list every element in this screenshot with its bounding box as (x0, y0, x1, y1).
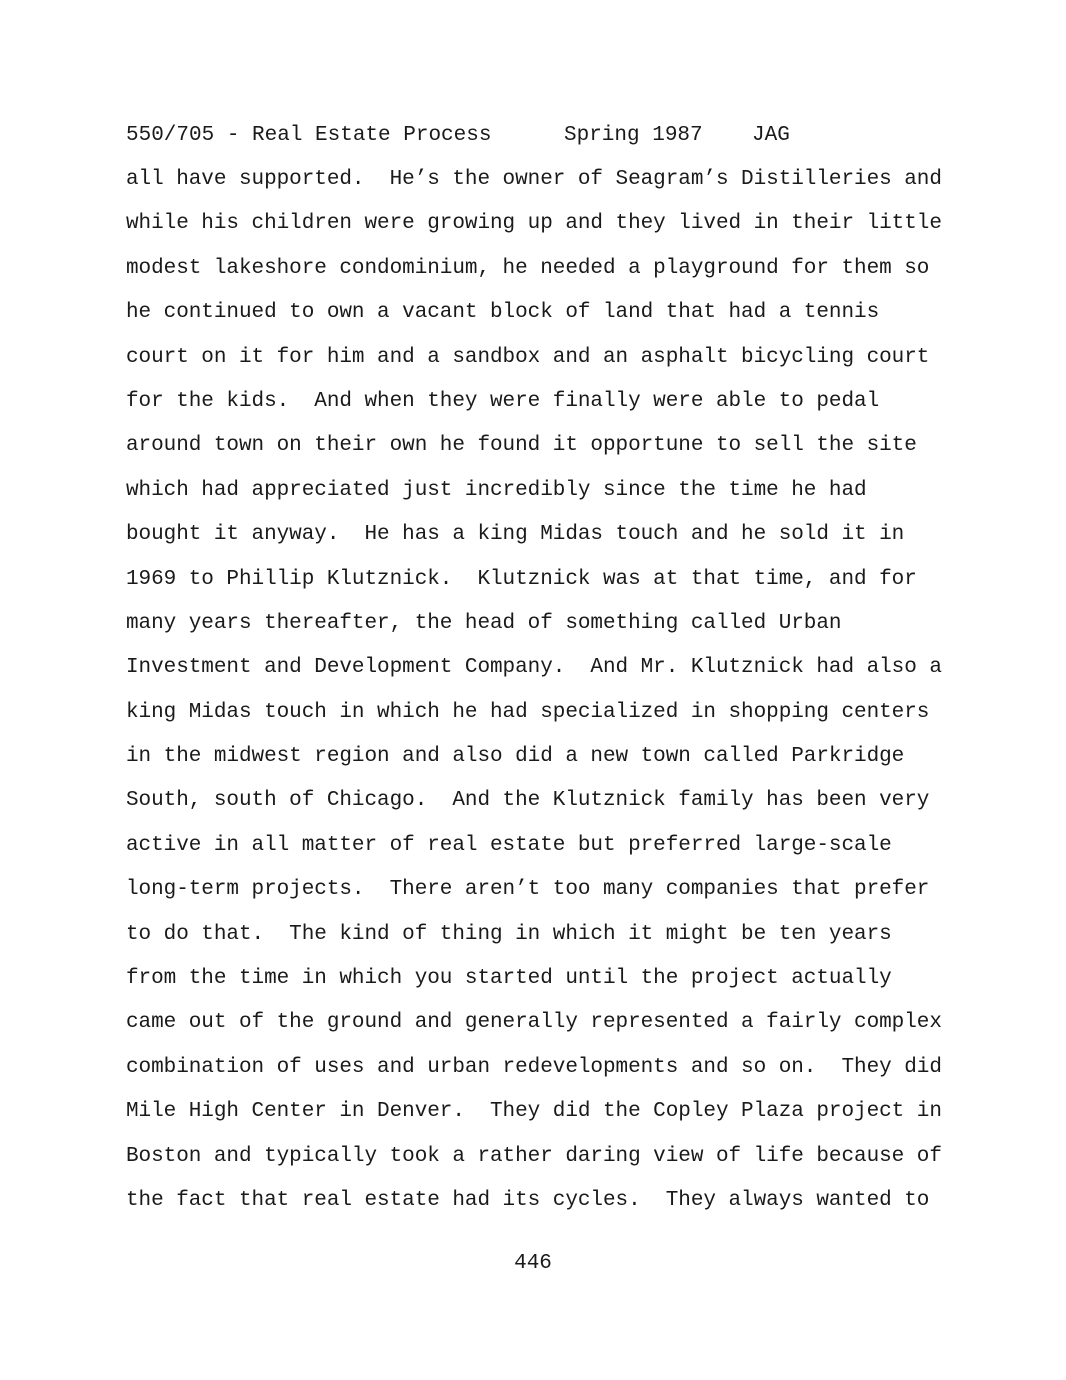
text-line: Boston and typically took a rather daring view of life because of (126, 1144, 942, 1168)
text-line: to do that. The kind of thing in which it might be ten years (126, 922, 892, 946)
text-line: king Midas touch in which he had specialized in shopping centers (126, 700, 930, 724)
text-line: which had appreciated just incredibly since the time he had (126, 478, 867, 502)
header-term: Spring 1987 (564, 124, 703, 147)
text-line: active in all matter of real estate but preferred large-scale (126, 833, 892, 857)
text-line: bought it anyway. He has a king Midas touch and he sold it in (126, 523, 905, 547)
text-line: combination of uses and urban redevelopments and so on. They did (126, 1055, 942, 1079)
text-line: modest lakeshore condominium, he needed a playground for them so (126, 256, 930, 280)
transcript-body (126, 167, 956, 1232)
text-line: 1969 to Phillip Klutznick. Klutznick was at that time, and for (126, 567, 917, 591)
header-course: 550/705 - Real Estate Process (126, 124, 492, 147)
text-line: long-term projects. There aren’t too many companies that prefer (126, 878, 930, 902)
text-line: the fact that real estate had its cycles. They always wanted to (126, 1188, 930, 1212)
text-line: he continued to own a vacant block of land that had a tennis (126, 301, 880, 325)
page-number: 446 (514, 1252, 552, 1275)
page-header (126, 123, 790, 149)
header-initials: JAG (752, 124, 790, 147)
text-line: court on it for him and a sandbox and an asphalt bicycling court (126, 345, 930, 369)
text-line: South, south of Chicago. And the Klutznick family has been very (126, 789, 930, 813)
text-line: in the midwest region and also did a new town called Parkridge (126, 745, 905, 769)
text-line: for the kids. And when they were finally were able to pedal (126, 389, 880, 413)
text-line: while his children were growing up and they lived in their little (126, 212, 942, 236)
text-line: all have supported. He’s the owner of Seagram’s Distilleries and (126, 168, 942, 191)
text-line: many years thereafter, the head of something called Urban (126, 611, 842, 635)
text-line: around town on their own he found it opportune to sell the site (126, 434, 917, 458)
text-line: from the time in which you started until the project actually (126, 967, 892, 991)
text-line: Mile High Center in Denver. They did the Copley Plaza project in (126, 1100, 942, 1124)
text-line: came out of the ground and generally represented a fairly complex (126, 1011, 942, 1035)
text-line: Investment and Development Company. And Mr. Klutznick had also a (126, 656, 942, 680)
